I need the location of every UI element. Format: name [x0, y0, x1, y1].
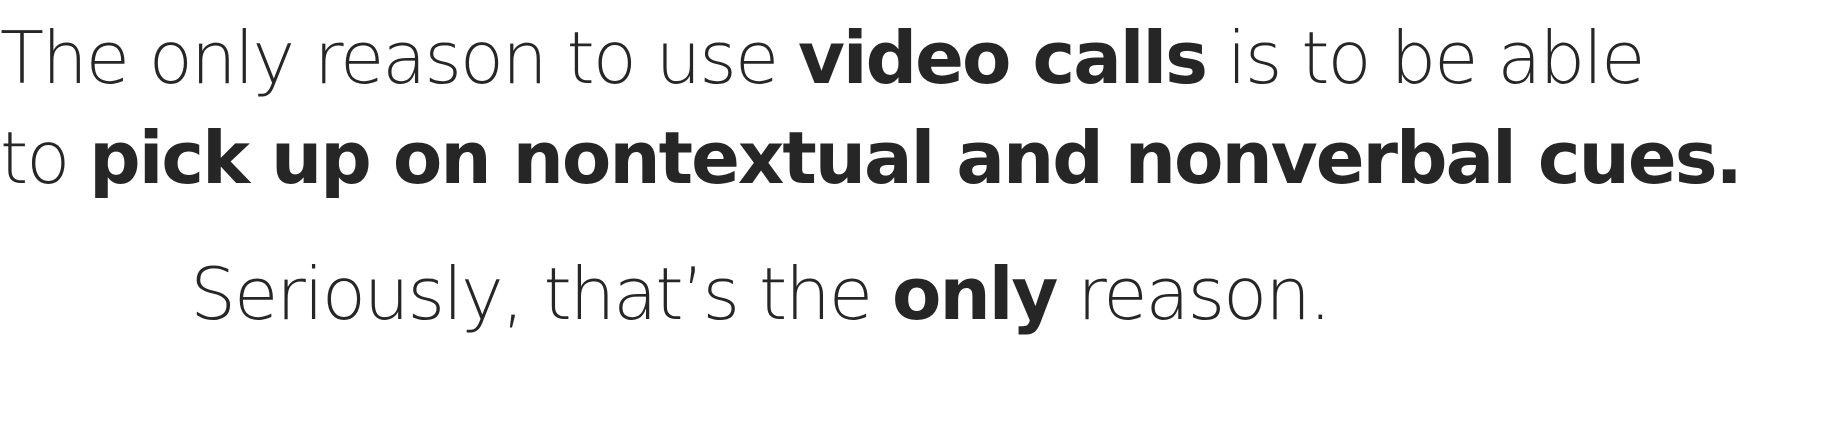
emphasis-only: only — [891, 252, 1057, 336]
emphasis-video-calls: video calls — [798, 16, 1206, 100]
quote-line-3-text: Seriously, that’s the — [190, 252, 892, 336]
quote-line-1 — [0, 8, 1644, 108]
emphasis-nonverbal-cues: pick up on nontextual and nonverbal cues. — [89, 116, 1741, 200]
quote-line-2 — [0, 108, 1741, 208]
quote-line-2-text: to — [0, 116, 90, 200]
quote-line-1-text-end: is to be able — [1206, 16, 1644, 100]
quote-line-1-text: The only reason to use — [0, 16, 798, 100]
quote-line-3 — [0, 244, 1520, 344]
quote-line-3-text-end: reason. — [1056, 252, 1330, 336]
